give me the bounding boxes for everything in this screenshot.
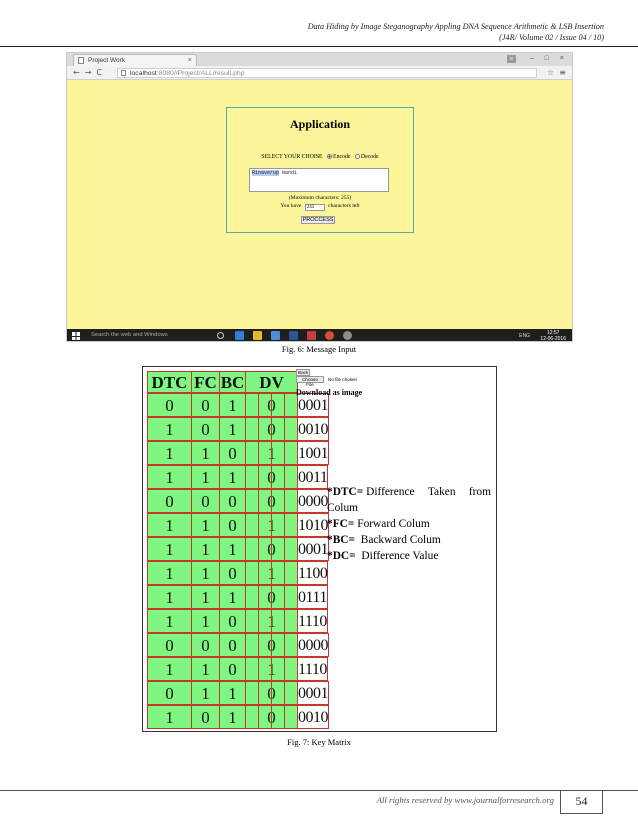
dv-bit-divider	[258, 441, 259, 465]
matrix-cell: 0	[219, 561, 246, 585]
dv-bit-divider	[271, 513, 272, 537]
legend-dtc-cont: Colum	[327, 502, 359, 514]
dv-bit-divider	[271, 633, 272, 657]
legend-dtc	[327, 484, 491, 500]
dv-bit-divider	[258, 393, 259, 417]
dv-bit-divider	[258, 681, 259, 705]
dv-bit-divider	[284, 465, 285, 489]
dv-bit-divider	[284, 561, 285, 585]
matrix-row	[147, 633, 328, 657]
matrix-cell: 0010	[297, 417, 329, 441]
taskbar-clock[interactable]	[540, 330, 566, 342]
dv-bit-divider	[271, 465, 272, 489]
matrix-cell: 1	[219, 465, 246, 489]
choice-row	[227, 154, 413, 160]
matrix-cell: 0	[219, 657, 246, 681]
file-explorer-icon[interactable]	[253, 331, 262, 340]
task-view-icon[interactable]	[217, 332, 224, 339]
dv-bit-divider	[284, 609, 285, 633]
matrix-cell: 1	[147, 609, 192, 633]
browser-nav-bar	[67, 66, 572, 80]
matrix-cell: 1110	[297, 657, 328, 681]
matrix-cell: 1100	[297, 561, 328, 585]
matrix-cell: 1	[245, 513, 298, 537]
dv-bit-divider	[271, 393, 272, 417]
dv-bit-divider	[258, 633, 259, 657]
matrix-cell: 0	[245, 489, 298, 513]
encode-label: Encode	[333, 154, 351, 160]
matrix-cell: 0	[245, 537, 298, 561]
legend-text-mid: Taken	[427, 486, 456, 498]
close-tab-icon[interactable]: ×	[187, 57, 192, 64]
legend-bc	[327, 532, 491, 548]
matrix-cell: 1	[245, 609, 298, 633]
dv-bit-divider	[271, 489, 272, 513]
matrix-cell: 1	[219, 537, 246, 561]
choose-file-button[interactable]: Choose File	[296, 376, 324, 383]
dv-bit-divider	[284, 705, 285, 729]
matrix-cell: 1	[147, 657, 192, 681]
legend-key: *BC=	[327, 534, 356, 546]
maximize-icon[interactable]: □	[544, 55, 549, 62]
matrix-cell: 0000	[297, 489, 329, 513]
matrix-header-dv: DV	[245, 371, 298, 393]
taskbar-search[interactable]: Search the web and Windows	[91, 332, 168, 338]
matrix-cell: 1	[245, 561, 298, 585]
clock-date: 12-06-2016	[540, 336, 566, 342]
figure-6-caption: Fig. 6: Message Input	[281, 344, 357, 354]
decode-radio[interactable]	[355, 154, 360, 159]
matrix-cell: 0	[219, 513, 246, 537]
chrome-icon[interactable]	[325, 331, 334, 340]
dv-bit-divider	[284, 681, 285, 705]
dv-bit-divider	[258, 585, 259, 609]
settings-gear-icon[interactable]	[343, 331, 352, 340]
matrix-cell: 0	[191, 705, 220, 729]
dv-bit-divider	[271, 585, 272, 609]
system-tray[interactable]: ENG	[519, 333, 530, 339]
max-characters-note: (Maximum characters: 255)	[288, 195, 352, 201]
running-header-title: Data Hiding by Image Steganography Appling DNA Sequence Arithmetic & LSB Insertion	[307, 22, 604, 31]
matrix-cell: 1010	[297, 513, 329, 537]
word-icon[interactable]	[289, 331, 298, 340]
back-arrow-icon[interactable]: ←	[73, 68, 80, 77]
dv-bit-divider	[284, 657, 285, 681]
nav-buttons	[73, 67, 107, 78]
matrix-cell: 1	[191, 465, 220, 489]
legend-key: *FC=	[327, 518, 355, 530]
matrix-cell: 1	[219, 681, 246, 705]
dv-bit-divider	[284, 513, 285, 537]
matrix-row	[147, 513, 328, 537]
clock-time: 12:57	[546, 330, 560, 336]
legend-dc	[327, 548, 491, 564]
matrix-cell: 1	[245, 657, 298, 681]
edge-browser-icon[interactable]	[235, 331, 244, 340]
chars-left-label: characters left	[328, 203, 360, 209]
dv-bit-divider	[271, 561, 272, 585]
dv-bit-divider	[258, 561, 259, 585]
minimize-icon[interactable]: –	[529, 55, 534, 62]
dv-bit-divider	[284, 585, 285, 609]
matrix-cell: 1	[147, 585, 192, 609]
decode-label: Decode	[360, 154, 379, 160]
dv-bit-divider	[271, 681, 272, 705]
matrix-cell: 1	[219, 393, 246, 417]
matrix-cell: 0	[147, 681, 192, 705]
matrix-cell: 0	[191, 489, 220, 513]
matrix-cell: 0010	[297, 705, 329, 729]
dv-bit-divider	[271, 417, 272, 441]
url-host: localhost	[130, 70, 157, 77]
matrix-header-bc: BC	[220, 373, 245, 392]
matrix-cell: 1001	[297, 441, 329, 465]
footer-rights	[377, 795, 554, 805]
windows-start-icon[interactable]	[72, 332, 80, 340]
legend-text: Difference Value	[361, 550, 439, 562]
url-path: :8080//Project/ALL/result.php	[156, 70, 245, 77]
matrix-cell: 0	[245, 465, 298, 489]
message-selected-text: Rinaverup	[252, 170, 280, 176]
matrix-row	[147, 417, 328, 441]
figure-7-caption: Fig. 7: Key Matrix	[287, 737, 351, 747]
download-as-image-link[interactable]: Download as image	[296, 388, 363, 397]
matrix-cell: 1	[191, 585, 220, 609]
tab-title: Project Work	[88, 57, 126, 64]
application-title: Application	[289, 117, 350, 131]
dv-bit-divider	[271, 705, 272, 729]
matrix-row	[147, 537, 328, 561]
matrix-cell: 0	[191, 417, 220, 441]
matrix-row	[147, 441, 328, 465]
matrix-cell: 0	[191, 393, 220, 417]
no-file-label: No file chosen	[328, 377, 358, 382]
matrix-cell: 1	[191, 657, 220, 681]
matrix-cell: 0	[219, 489, 246, 513]
footer-site-link[interactable]: www.journalforresearch.org	[454, 795, 554, 805]
matrix-cell: 0011	[297, 465, 328, 489]
running-header-volume: (J4R/ Volume 02 / Issue 04 / 10)	[499, 33, 604, 42]
browser-tab-bar	[67, 53, 572, 66]
matrix-cell: 1110	[297, 609, 328, 633]
matrix-cell: 1	[147, 417, 192, 441]
dv-bit-divider	[258, 513, 259, 537]
window-controls	[521, 54, 564, 64]
dv-bit-divider	[284, 441, 285, 465]
legend-text-first: Difference	[366, 486, 415, 498]
dv-bit-divider	[271, 609, 272, 633]
matrix-cell: 0001	[297, 537, 329, 561]
matrix-cell: 1	[191, 609, 220, 633]
browser-tab[interactable]	[73, 54, 197, 66]
menu-icon[interactable]: ≡	[559, 68, 566, 77]
pdf-icon[interactable]	[307, 331, 316, 340]
message-textarea[interactable]	[249, 168, 389, 192]
matrix-cell: 1	[191, 513, 220, 537]
matrix-cell: 0	[219, 441, 246, 465]
dv-bit-divider	[258, 465, 259, 489]
matrix-cell: 1	[219, 705, 246, 729]
matrix-cell: 0	[147, 393, 192, 417]
matrix-cell: 0	[219, 633, 246, 657]
matrix-legend	[327, 484, 491, 564]
application-panel	[226, 107, 414, 233]
matrix-row	[147, 609, 327, 633]
matrix-row	[147, 393, 328, 417]
matrix-cell: 1	[147, 537, 192, 561]
close-window-icon[interactable]: ×	[559, 55, 564, 62]
dv-bit-divider	[271, 657, 272, 681]
matrix-row	[147, 489, 328, 513]
application-page	[67, 80, 572, 329]
dv-bit-divider	[258, 705, 259, 729]
windows-taskbar	[67, 329, 572, 342]
matrix-cell: 0	[219, 609, 246, 633]
dv-bit-divider	[284, 537, 285, 561]
store-icon[interactable]	[271, 331, 280, 340]
you-have-label: You have	[280, 203, 302, 209]
forward-arrow-icon[interactable]: →	[84, 68, 92, 77]
page-info-icon	[121, 70, 126, 76]
message-text: Nandi	[279, 170, 298, 176]
matrix-cell: 1	[147, 705, 192, 729]
matrix-cell: 0	[147, 489, 192, 513]
matrix-cell: 1	[147, 441, 192, 465]
legend-key: *DTC=	[327, 486, 364, 498]
matrix-cell: 1	[191, 537, 220, 561]
matrix-cell: 1	[147, 561, 192, 585]
dv-bit-divider	[271, 537, 272, 561]
matrix-cell: 1	[147, 513, 192, 537]
dv-bit-divider	[284, 393, 285, 417]
matrix-cell: 0001	[297, 681, 329, 705]
matrix-header-fc: FC	[191, 371, 220, 393]
legend-text: Backward Colum	[360, 534, 441, 546]
choice-label: SELECT YOUR CHOISE	[261, 154, 323, 160]
matrix-cell: 1	[245, 441, 298, 465]
address-bar[interactable]	[117, 68, 537, 78]
page-icon	[78, 57, 84, 64]
matrix-cell: 0	[191, 633, 220, 657]
matrix-row	[147, 561, 328, 585]
matrix-cell: 0	[245, 417, 298, 441]
dv-bit-divider	[284, 633, 285, 657]
matrix-cell: 0	[245, 633, 298, 657]
chars-left-row	[227, 203, 413, 211]
process-button[interactable]: PROCCESS	[302, 217, 334, 223]
matrix-cell: 1	[191, 441, 220, 465]
matrix-header-dtc: DTC	[147, 371, 192, 393]
back-button[interactable]: Back	[298, 370, 309, 375]
footer-rule	[0, 790, 638, 791]
legend-text: Forward Colum	[357, 518, 430, 530]
matrix-cell: 1	[191, 561, 220, 585]
dv-bit-divider	[271, 441, 272, 465]
matrix-cell: 0	[245, 585, 298, 609]
legend-fc	[327, 516, 491, 532]
legend-key: *DC=	[327, 550, 356, 562]
matrix-row	[147, 657, 327, 681]
matrix-cell: 0111	[297, 585, 328, 609]
matrix-row	[147, 705, 328, 729]
matrix-cell: 0	[245, 393, 298, 417]
figure-6-browser-screenshot	[66, 52, 573, 342]
legend-text-last: from	[468, 486, 491, 498]
dv-bit-divider	[258, 537, 259, 561]
dv-bit-divider	[284, 417, 285, 441]
matrix-cell: 0	[147, 633, 192, 657]
user-icon[interactable]: ≡	[507, 55, 516, 63]
matrix-cell: 1	[147, 465, 192, 489]
dv-bit-divider	[258, 417, 259, 441]
matrix-cell: 1	[219, 417, 246, 441]
dv-bit-divider	[258, 657, 259, 681]
matrix-cell: 0000	[297, 633, 329, 657]
encode-radio[interactable]	[327, 154, 332, 159]
matrix-cell: 0001	[297, 393, 329, 417]
matrix-row	[147, 585, 327, 609]
figure-7-key-matrix	[142, 366, 497, 732]
dv-bit-divider	[258, 609, 259, 633]
reload-icon[interactable]: C	[96, 68, 102, 77]
matrix-row	[147, 681, 328, 705]
chars-left-counter: 245	[305, 204, 325, 211]
matrix-cell: 0	[245, 705, 298, 729]
matrix-cell: 0	[245, 681, 298, 705]
matrix-cell: 1	[219, 585, 246, 609]
header-rule	[0, 46, 638, 47]
matrix-row	[147, 465, 328, 489]
page-number: 54	[560, 790, 603, 814]
matrix-cell: 1	[191, 681, 220, 705]
dv-bit-divider	[284, 489, 285, 513]
dv-bit-divider	[258, 489, 259, 513]
bookmark-star-icon[interactable]: ☆	[546, 68, 554, 77]
footer-rights-text: All rights reserved by	[376, 795, 455, 805]
